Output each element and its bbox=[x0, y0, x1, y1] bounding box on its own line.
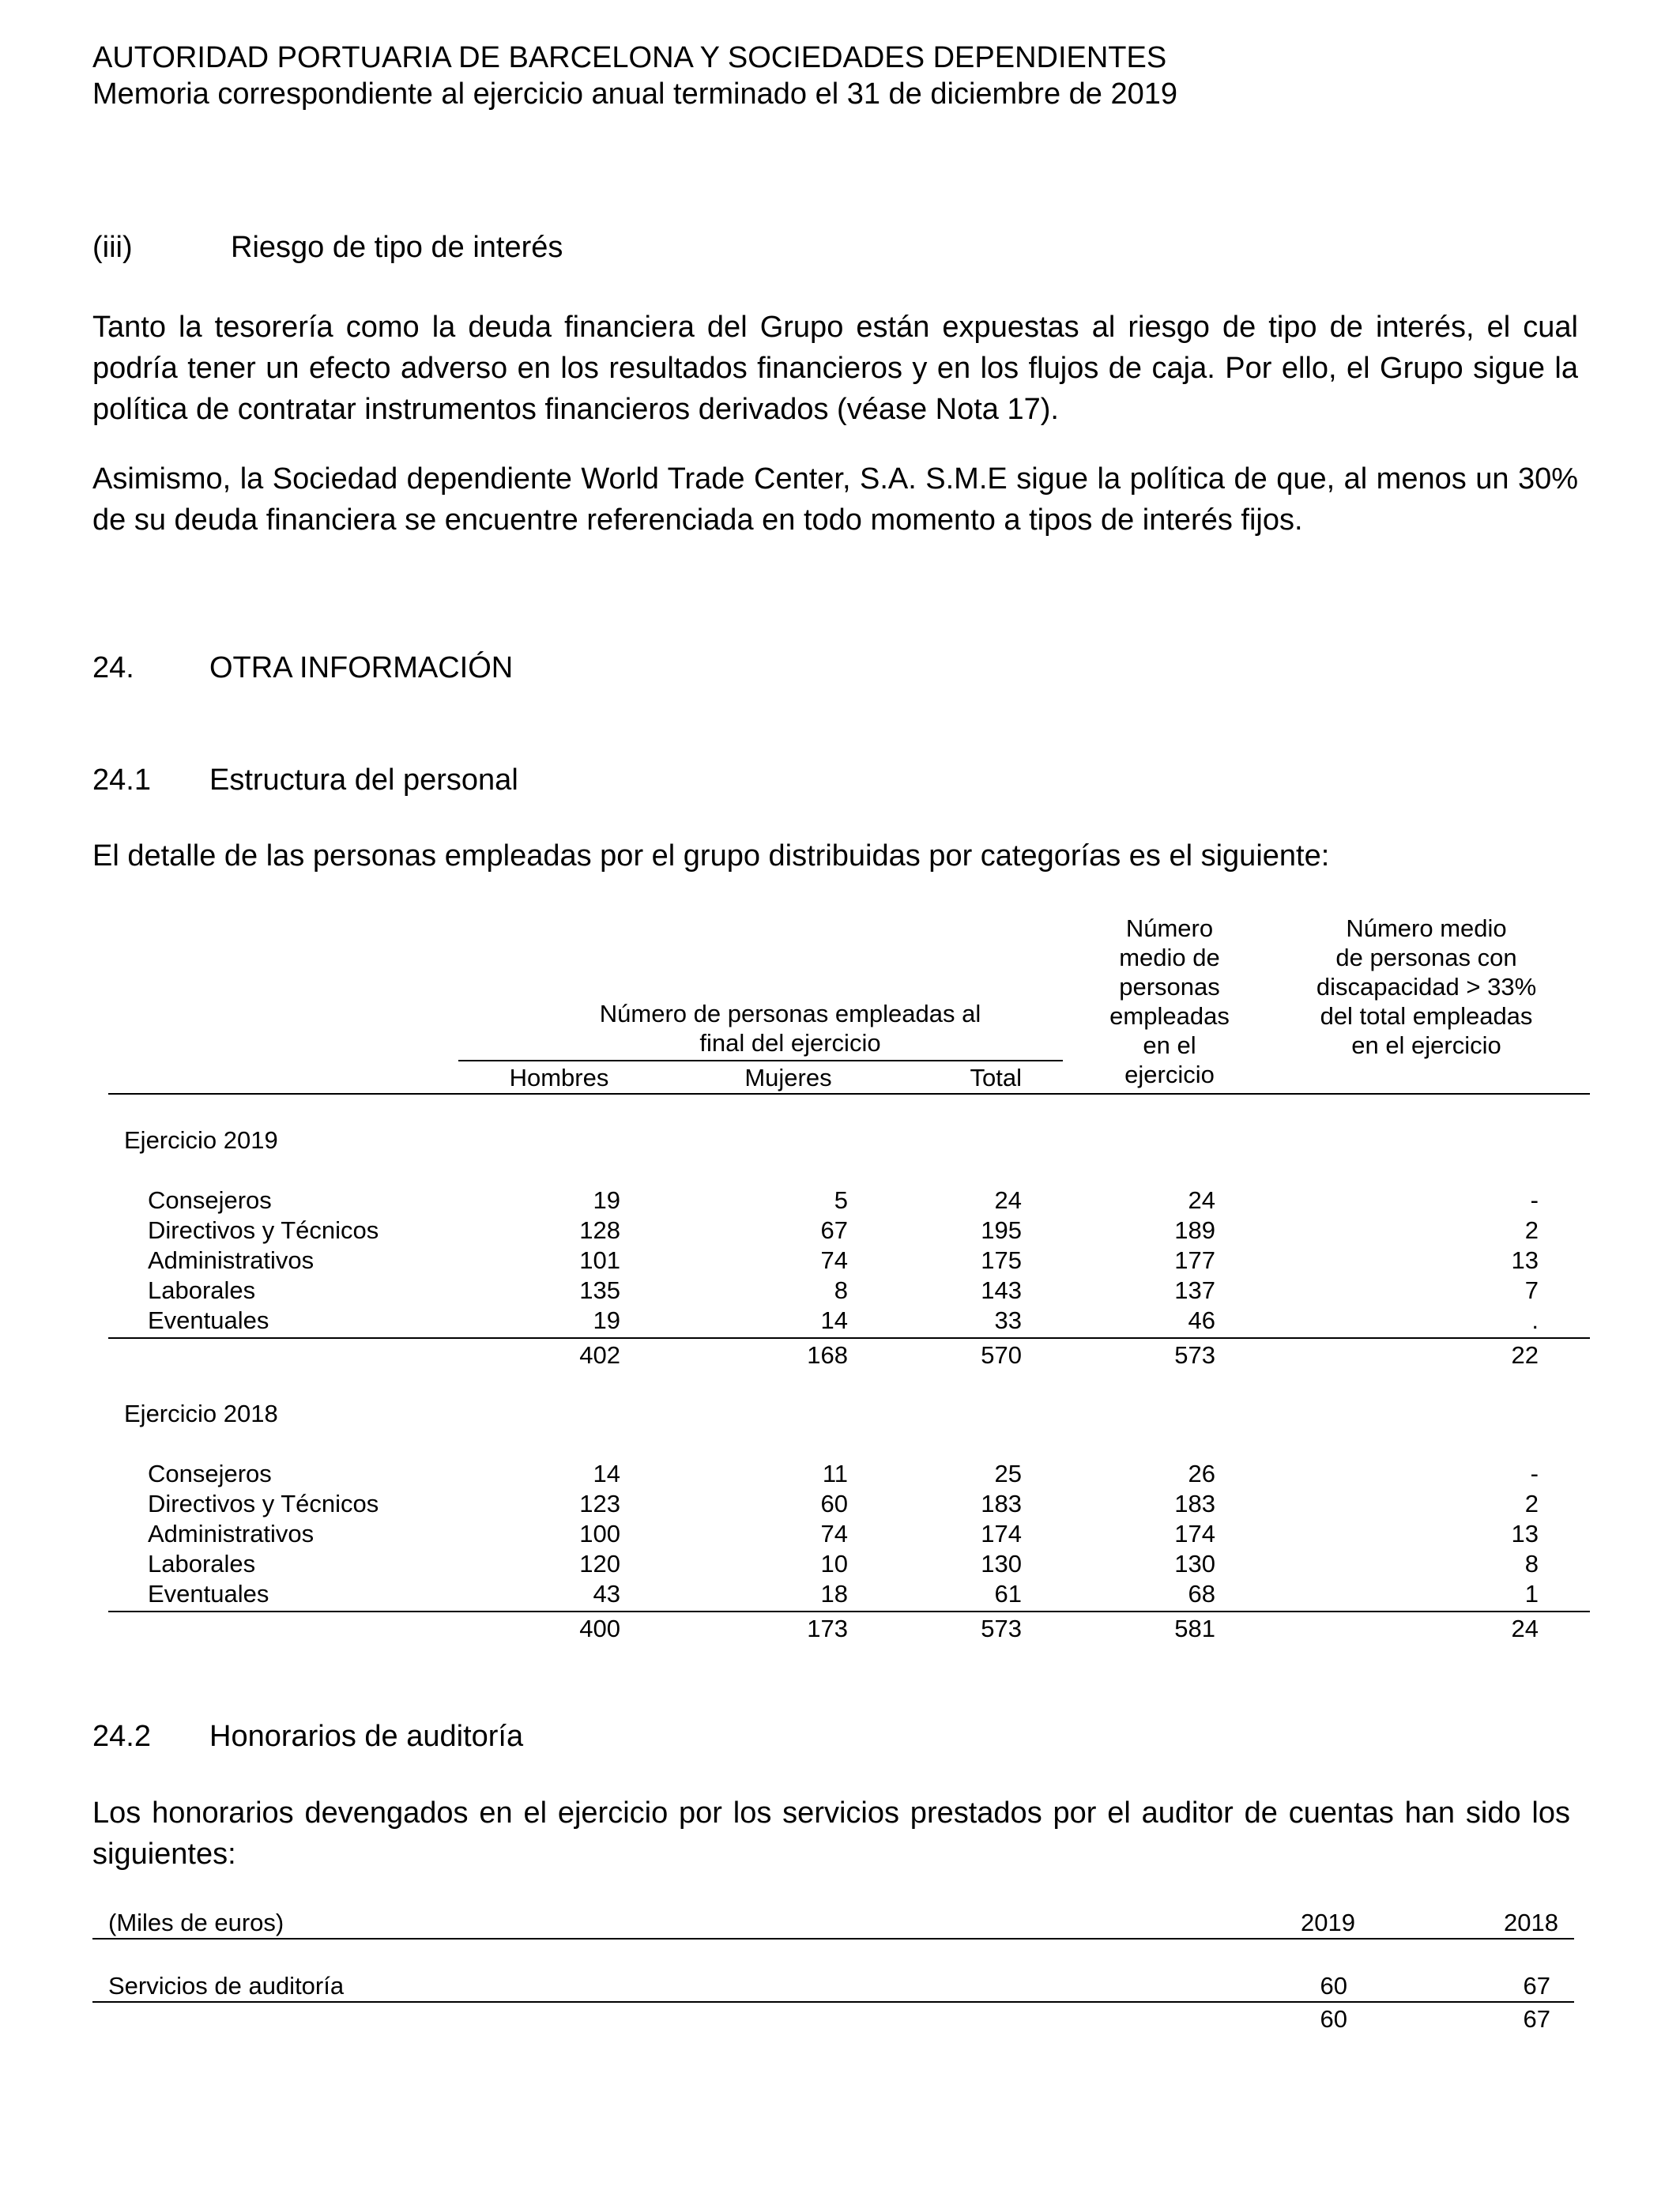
cell-mujeres: 8 bbox=[834, 1276, 848, 1304]
audit-total-rule bbox=[92, 2001, 1574, 2003]
col-header-line: empleadas bbox=[1109, 1002, 1230, 1030]
cell-total: 175 bbox=[981, 1246, 1022, 1274]
col-header-discapacidad bbox=[1280, 914, 1573, 1060]
total-medio: 581 bbox=[1174, 1615, 1215, 1642]
total-total: 570 bbox=[981, 1341, 1022, 1369]
subsection-number-iii: (iii) bbox=[92, 231, 133, 264]
cell-hombres: 100 bbox=[579, 1520, 620, 1547]
col-header-line: en el ejercicio bbox=[1351, 1031, 1501, 1059]
cell-hombres: 101 bbox=[579, 1246, 620, 1274]
cell-total: 24 bbox=[994, 1186, 1022, 1214]
row-category: Laborales bbox=[148, 1550, 256, 1578]
cell-discapacidad: 2 bbox=[1524, 1216, 1539, 1244]
cell-mujeres: 18 bbox=[820, 1580, 848, 1608]
cell-mujeres: 11 bbox=[822, 1460, 848, 1487]
group-header-line: Número de personas empleadas al bbox=[599, 1000, 981, 1027]
row-category: Directivos y Técnicos bbox=[148, 1490, 379, 1517]
col-header-line: del total empleadas bbox=[1320, 1002, 1533, 1030]
total-total: 573 bbox=[981, 1615, 1022, 1642]
interest-risk-paragraph-1: Tanto la tesorería como la deuda financiera del Grupo están expuestas al riesgo de tipo de interés, el cual podría tener un efecto adverso en los resultados financieros y en los flujos de caja. Por ello, el Grupo sigue la política de contratar instrumentos financieros derivados (véase Nota 17). bbox=[92, 311, 1578, 426]
audit-row-label: Servicios de auditoría bbox=[108, 1972, 345, 2000]
table-row bbox=[0, 1579, 1680, 1609]
col-header-mujeres: Mujeres bbox=[744, 1064, 832, 1091]
table-row bbox=[0, 1549, 1680, 1579]
cell-mujeres: 74 bbox=[820, 1246, 848, 1274]
total-medio: 573 bbox=[1174, 1341, 1215, 1369]
col-header-hombres: Hombres bbox=[509, 1064, 609, 1091]
cell-medio: 130 bbox=[1174, 1550, 1215, 1578]
cell-total: 61 bbox=[994, 1580, 1022, 1608]
cell-mujeres: 10 bbox=[820, 1550, 848, 1578]
col-header-line: en el bbox=[1143, 1031, 1196, 1059]
total-discapacidad: 24 bbox=[1511, 1615, 1539, 1642]
col-header-numero-medio bbox=[1090, 914, 1249, 1089]
document-header-subtitle: Memoria correspondiente al ejercicio anual terminado el 31 de diciembre de 2019 bbox=[92, 77, 1178, 111]
table-total-row bbox=[0, 1614, 1680, 1644]
cell-mujeres: 74 bbox=[820, 1520, 848, 1547]
col-header-line: medio de bbox=[1119, 944, 1220, 971]
section-number-24-2: 24.2 bbox=[92, 1720, 151, 1753]
col-header-total: Total bbox=[970, 1064, 1022, 1091]
cell-discapacidad: 13 bbox=[1511, 1520, 1539, 1547]
table-row bbox=[0, 1276, 1680, 1306]
row-category: Consejeros bbox=[148, 1186, 272, 1214]
section-title-otra-informacion: OTRA INFORMACIÓN bbox=[209, 651, 514, 684]
col-header-line: de personas con bbox=[1335, 944, 1517, 971]
interest-risk-paragraph-2: Asimismo, la Sociedad dependiente World Trade Center, S.A. S.M.E sigue la política de que, al menos un 30% de su deuda financiera se encuentre referenciada en todo momento a tipos de interés fijos. bbox=[92, 462, 1578, 537]
cell-medio: 183 bbox=[1174, 1490, 1215, 1517]
cell-discapacidad: 8 bbox=[1524, 1550, 1539, 1578]
group-header bbox=[506, 999, 1075, 1057]
col-header-line: personas bbox=[1119, 973, 1220, 1001]
col-header-line: Número bbox=[1125, 914, 1214, 942]
cell-hombres: 19 bbox=[593, 1306, 620, 1334]
cell-medio: 26 bbox=[1188, 1460, 1215, 1487]
row-category: Eventuales bbox=[148, 1580, 269, 1608]
cell-hombres: 135 bbox=[579, 1276, 620, 1304]
row-category: Administrativos bbox=[148, 1246, 315, 1274]
cell-total: 143 bbox=[981, 1276, 1022, 1304]
table-row bbox=[0, 1216, 1680, 1246]
cell-total: 195 bbox=[981, 1216, 1022, 1244]
cell-hombres: 14 bbox=[593, 1460, 620, 1487]
cell-total: 130 bbox=[981, 1550, 1022, 1578]
cell-discapacidad: 1 bbox=[1524, 1580, 1539, 1608]
cell-discapacidad: - bbox=[1530, 1186, 1539, 1214]
table-row bbox=[0, 1519, 1680, 1549]
total-mujeres: 168 bbox=[807, 1341, 848, 1369]
cell-discapacidad: - bbox=[1530, 1460, 1539, 1487]
group-header-underline bbox=[458, 1060, 1063, 1061]
row-category: Consejeros bbox=[148, 1460, 272, 1487]
cell-medio: 177 bbox=[1174, 1246, 1215, 1274]
total-discapacidad: 22 bbox=[1511, 1341, 1539, 1369]
cell-medio: 68 bbox=[1188, 1580, 1215, 1608]
table-header-rule bbox=[108, 1093, 1590, 1095]
subsection-title-interest-risk: Riesgo de tipo de interés bbox=[231, 231, 563, 264]
cell-total: 33 bbox=[994, 1306, 1022, 1334]
section-title-honorarios: Honorarios de auditoría bbox=[209, 1720, 524, 1753]
table-total-row bbox=[0, 1340, 1680, 1370]
audit-row-2018: 67 bbox=[1523, 1972, 1550, 2000]
audit-header-rule bbox=[92, 1938, 1574, 1940]
table-row bbox=[0, 1246, 1680, 1276]
row-category: Administrativos bbox=[148, 1520, 315, 1547]
year-label-2019: Ejercicio 2019 bbox=[124, 1126, 278, 1154]
row-category: Directivos y Técnicos bbox=[148, 1216, 379, 1244]
cell-discapacidad: 13 bbox=[1511, 1246, 1539, 1274]
cell-medio: 174 bbox=[1174, 1520, 1215, 1547]
total-hombres: 400 bbox=[579, 1615, 620, 1642]
audit-row-2019: 60 bbox=[1320, 1972, 1347, 2000]
audit-intro-text: Los honorarios devengados en el ejercicio por los servicios prestados por el auditor de cuentas han sido los siguientes: bbox=[92, 1796, 1570, 1871]
cell-hombres: 43 bbox=[593, 1580, 620, 1608]
audit-col-2019: 2019 bbox=[1301, 1909, 1355, 1936]
cell-medio: 137 bbox=[1174, 1276, 1215, 1304]
cell-hombres: 128 bbox=[579, 1216, 620, 1244]
document-header-title: AUTORIDAD PORTUARIA DE BARCELONA Y SOCIEDADES DEPENDIENTES bbox=[92, 41, 1167, 74]
table-row bbox=[0, 1489, 1680, 1519]
col-header-line: Número medio bbox=[1346, 914, 1507, 942]
audit-unit-label: (Miles de euros) bbox=[108, 1909, 284, 1936]
cell-mujeres: 67 bbox=[820, 1216, 848, 1244]
cell-discapacidad: 2 bbox=[1524, 1490, 1539, 1517]
row-category: Eventuales bbox=[148, 1306, 269, 1334]
section-number-24: 24. bbox=[92, 651, 134, 684]
col-header-line: discapacidad > 33% bbox=[1316, 973, 1537, 1001]
cell-mujeres: 60 bbox=[820, 1490, 848, 1517]
subtotal-rule-2019 bbox=[108, 1337, 1590, 1339]
table-row bbox=[0, 1459, 1680, 1489]
cell-medio: 24 bbox=[1188, 1186, 1215, 1214]
cell-total: 183 bbox=[981, 1490, 1022, 1517]
col-header-line: ejercicio bbox=[1124, 1061, 1215, 1088]
table-row bbox=[0, 1306, 1680, 1336]
table-row bbox=[0, 1186, 1680, 1216]
audit-col-2018: 2018 bbox=[1504, 1909, 1558, 1936]
year-label-2018: Ejercicio 2018 bbox=[124, 1400, 278, 1427]
row-category: Laborales bbox=[148, 1276, 256, 1304]
total-mujeres: 173 bbox=[807, 1615, 848, 1642]
audit-total-2018: 67 bbox=[1523, 2005, 1550, 2033]
cell-hombres: 120 bbox=[579, 1550, 620, 1578]
cell-mujeres: 5 bbox=[834, 1186, 848, 1214]
cell-total: 25 bbox=[994, 1460, 1022, 1487]
cell-mujeres: 14 bbox=[820, 1306, 848, 1334]
subtotal-rule-2018 bbox=[108, 1611, 1590, 1612]
cell-medio: 189 bbox=[1174, 1216, 1215, 1244]
cell-medio: 46 bbox=[1188, 1306, 1215, 1334]
cell-hombres: 19 bbox=[593, 1186, 620, 1214]
section-number-24-1: 24.1 bbox=[92, 763, 151, 797]
cell-discapacidad: 7 bbox=[1524, 1276, 1539, 1304]
cell-hombres: 123 bbox=[579, 1490, 620, 1517]
group-header-line: final del ejercicio bbox=[699, 1029, 881, 1057]
section-title-estructura-personal: Estructura del personal bbox=[209, 763, 518, 797]
total-hombres: 402 bbox=[579, 1341, 620, 1369]
staff-intro-text: El detalle de las personas empleadas por el grupo distribuidas por categorías es el siguiente: bbox=[92, 839, 1330, 873]
cell-discapacidad: . bbox=[1531, 1306, 1539, 1334]
cell-total: 174 bbox=[981, 1520, 1022, 1547]
audit-total-2019: 60 bbox=[1320, 2005, 1347, 2033]
